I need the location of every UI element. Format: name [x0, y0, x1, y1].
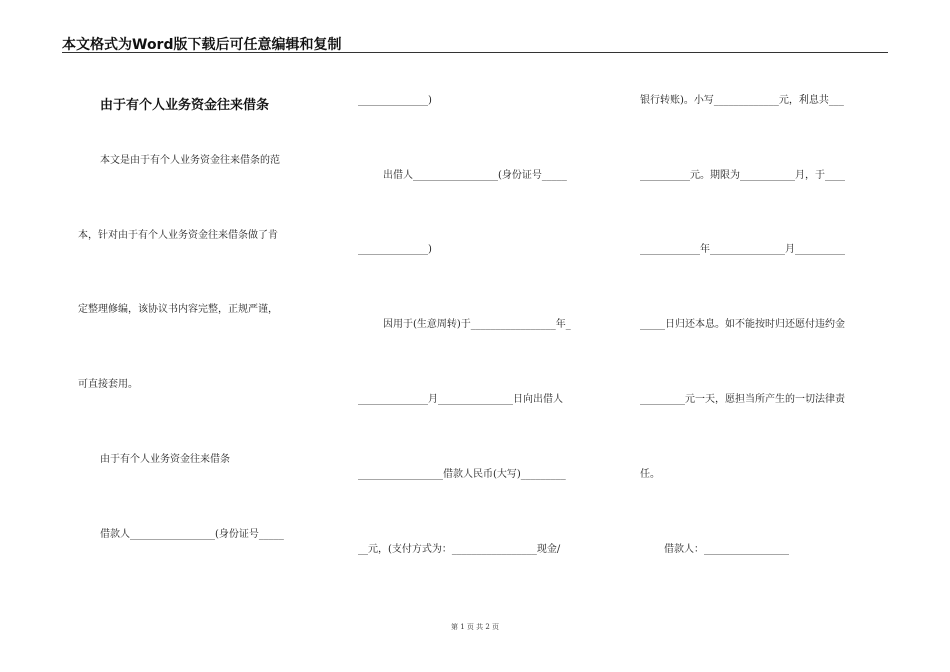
- lender-line: 出借人_________________(身份证号_____: [383, 170, 567, 181]
- body-line: _________________借款人民币(大写)_________: [358, 469, 566, 480]
- body-line: ______________月_______________日向出借人: [358, 394, 563, 405]
- body-line: 本，针对由于有个人业务资金往来借条做了肯: [78, 230, 278, 241]
- subtitle-line: 由于有个人业务资金往来借条: [100, 454, 230, 465]
- header-divider: [62, 52, 888, 53]
- signature-line: 借款人：_________________: [664, 544, 789, 555]
- body-line: 定整理修编，该协议书内容完整，正规严谨，: [78, 304, 278, 315]
- body-line: ____________年_______________月__________: [640, 244, 845, 255]
- body-line: __元，(支付方式为：_________________现金/: [358, 544, 561, 555]
- document-title: 由于有个人业务资金往来借条: [100, 98, 270, 113]
- body-line: _________元一天，愿担当所产生的一切法律责: [640, 394, 845, 405]
- body-line: 本文是由于有个人业务资金往来借条的范: [100, 155, 280, 166]
- body-line: 因用于(生意周转)于_________________年_: [383, 319, 571, 330]
- borrower-line: 借款人_________________(身份证号_____: [100, 529, 284, 540]
- document-header: 本文格式为Word版下载后可任意编辑和复制: [62, 37, 342, 53]
- body-line: ______________): [358, 95, 432, 106]
- body-line: __________元。期限为___________月，于____: [640, 170, 845, 181]
- body-line: _____日归还本息。如不能按时归还愿付违约金: [640, 319, 845, 330]
- body-line: 可直接套用。: [78, 379, 138, 390]
- body-line: ______________): [358, 244, 432, 255]
- body-line: 任。: [640, 469, 660, 480]
- body-line: 银行转账)。小写_____________元，利息共___: [640, 95, 844, 106]
- page-number: 第 1 页 共 2 页: [450, 623, 500, 631]
